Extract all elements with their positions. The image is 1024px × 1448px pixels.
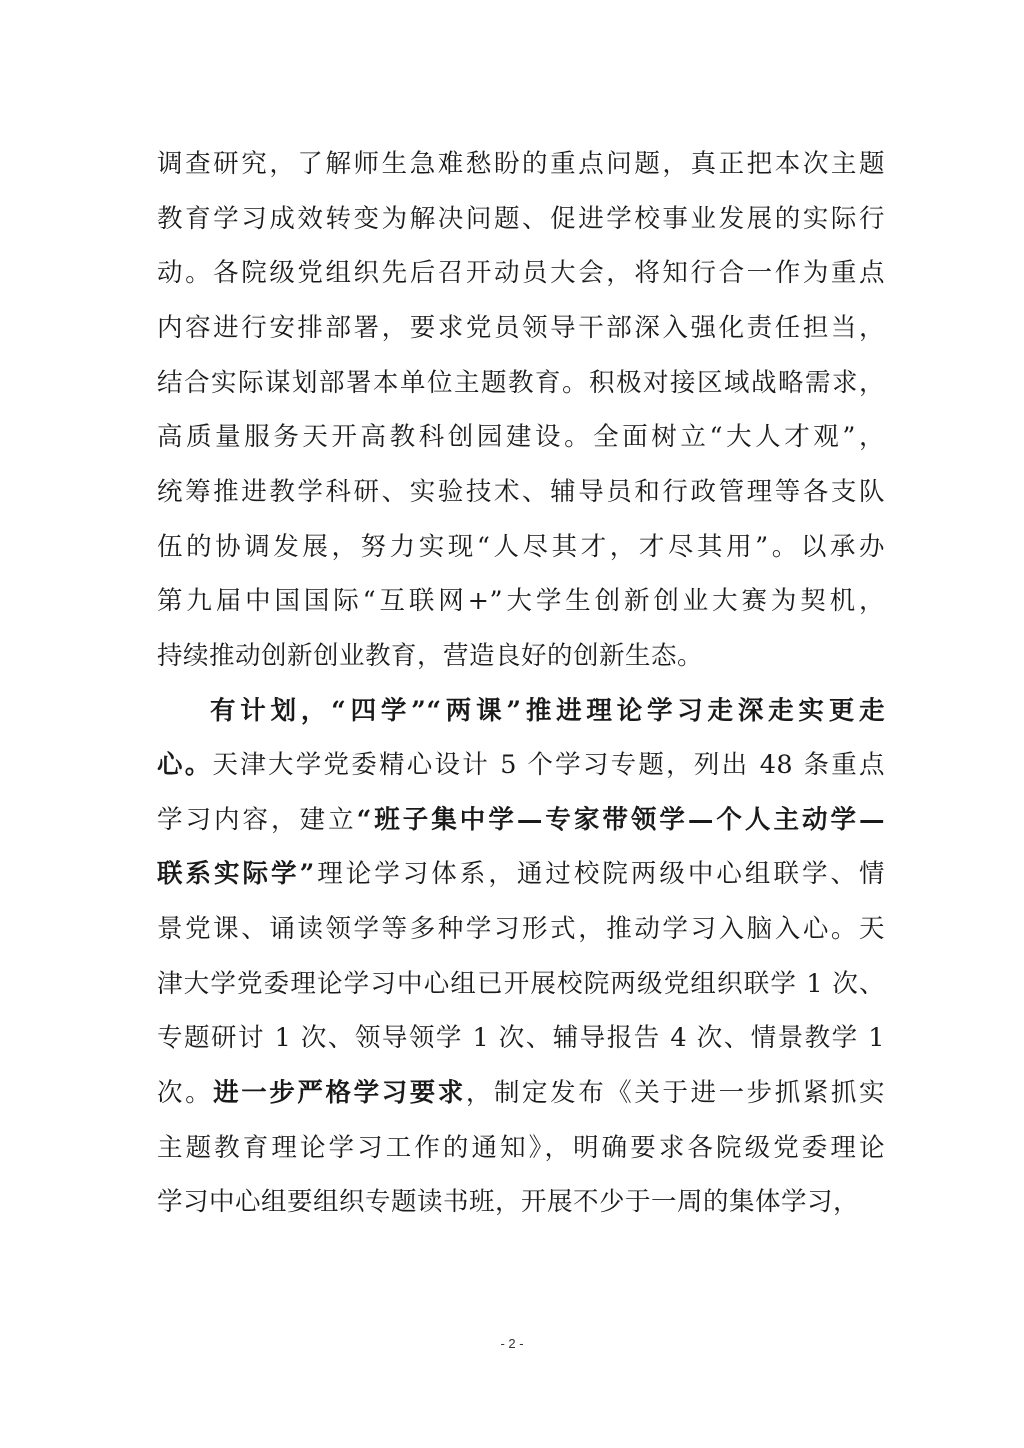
text-run: 内容进行安排部署，要求党员领导干部深入强化责任担当， — [157, 312, 885, 343]
text-line — [157, 520, 885, 574]
text-run: 第九届中国国际“互联网+”大学生创新创业大赛为契机， — [157, 586, 885, 617]
bold-text-run: 有计划，“四学”“两课”推进理论学习走深走实更走 — [210, 695, 885, 726]
text-line — [157, 301, 885, 355]
text-line — [157, 738, 885, 792]
text-run: 伍的协调发展，努力实现“人尽其才，才尽其用”。以承办 — [157, 531, 885, 562]
text-line — [157, 957, 885, 1011]
text-run: 津大学党委理论学习中心组已开展校院两级党组织联学 1 次、 — [157, 968, 885, 999]
text-run: 动。各院级党组织先后召开动员大会，将知行合一作为重点 — [157, 258, 885, 289]
text-line — [157, 1175, 885, 1229]
text-run: 天津大学党委精心设计 5 个学习专题，列出 48 条重点 — [212, 750, 885, 781]
text-line — [157, 356, 885, 410]
text-run: 理论学习体系，通过校院两级中心组联学、情 — [314, 859, 885, 890]
text-line — [157, 1066, 885, 1120]
text-line — [157, 902, 885, 956]
bold-text-run: “班子集中学—专家带领学—个人主动学— — [356, 804, 885, 835]
bold-text-run: 心。 — [157, 750, 213, 781]
text-run: 景党课、诵读领学等多种学习形式，推动学习入脑入心。天 — [157, 914, 885, 945]
text-line — [157, 629, 885, 683]
text-line — [157, 137, 885, 191]
text-line — [157, 847, 885, 901]
text-line — [157, 465, 885, 519]
text-run: 持续推动创新创业教育，营造良好的创新生态。 — [157, 640, 704, 671]
text-line — [157, 246, 885, 300]
text-run: 主题教育理论学习工作的通知》，明确要求各院级党委理论 — [157, 1132, 885, 1163]
text-run: 教育学习成效转变为解决问题、促进学校事业发展的实际行 — [157, 203, 885, 234]
text-line — [157, 410, 885, 464]
text-run: ，制定发布《关于进一步抓紧抓实 — [465, 1078, 885, 1109]
text-run: 高质量服务天开高教科创园建设。全面树立“大人才观”， — [157, 422, 885, 453]
text-run: 次。 — [157, 1078, 214, 1109]
text-run: 结合实际谋划部署本单位主题教育。积极对接区域战略需求， — [157, 367, 885, 398]
text-line — [157, 1011, 885, 1065]
text-line — [157, 192, 885, 246]
text-run: 学习中心组要组织专题读书班，开展不少于一周的集体学习， — [157, 1187, 860, 1218]
text-line — [157, 793, 885, 847]
page-number: - 2 - — [500, 1336, 524, 1351]
bold-text-run: 联系实际学” — [157, 859, 315, 890]
text-run: 调查研究，了解师生急难愁盼的重点问题，真正把本次主题 — [157, 149, 885, 179]
text-run: 专题研讨 1 次、领导领学 1 次、辅导报告 4 次、情景教学 1 — [157, 1023, 885, 1054]
text-line — [210, 684, 885, 738]
text-line — [157, 1121, 885, 1175]
text-run: 学习内容，建立 — [157, 804, 357, 835]
text-line — [157, 574, 885, 628]
text-run: 统筹推进教学科研、实验技术、辅导员和行政管理等各支队 — [157, 476, 885, 507]
bold-text-run: 进一步严格学习要求 — [213, 1078, 466, 1109]
